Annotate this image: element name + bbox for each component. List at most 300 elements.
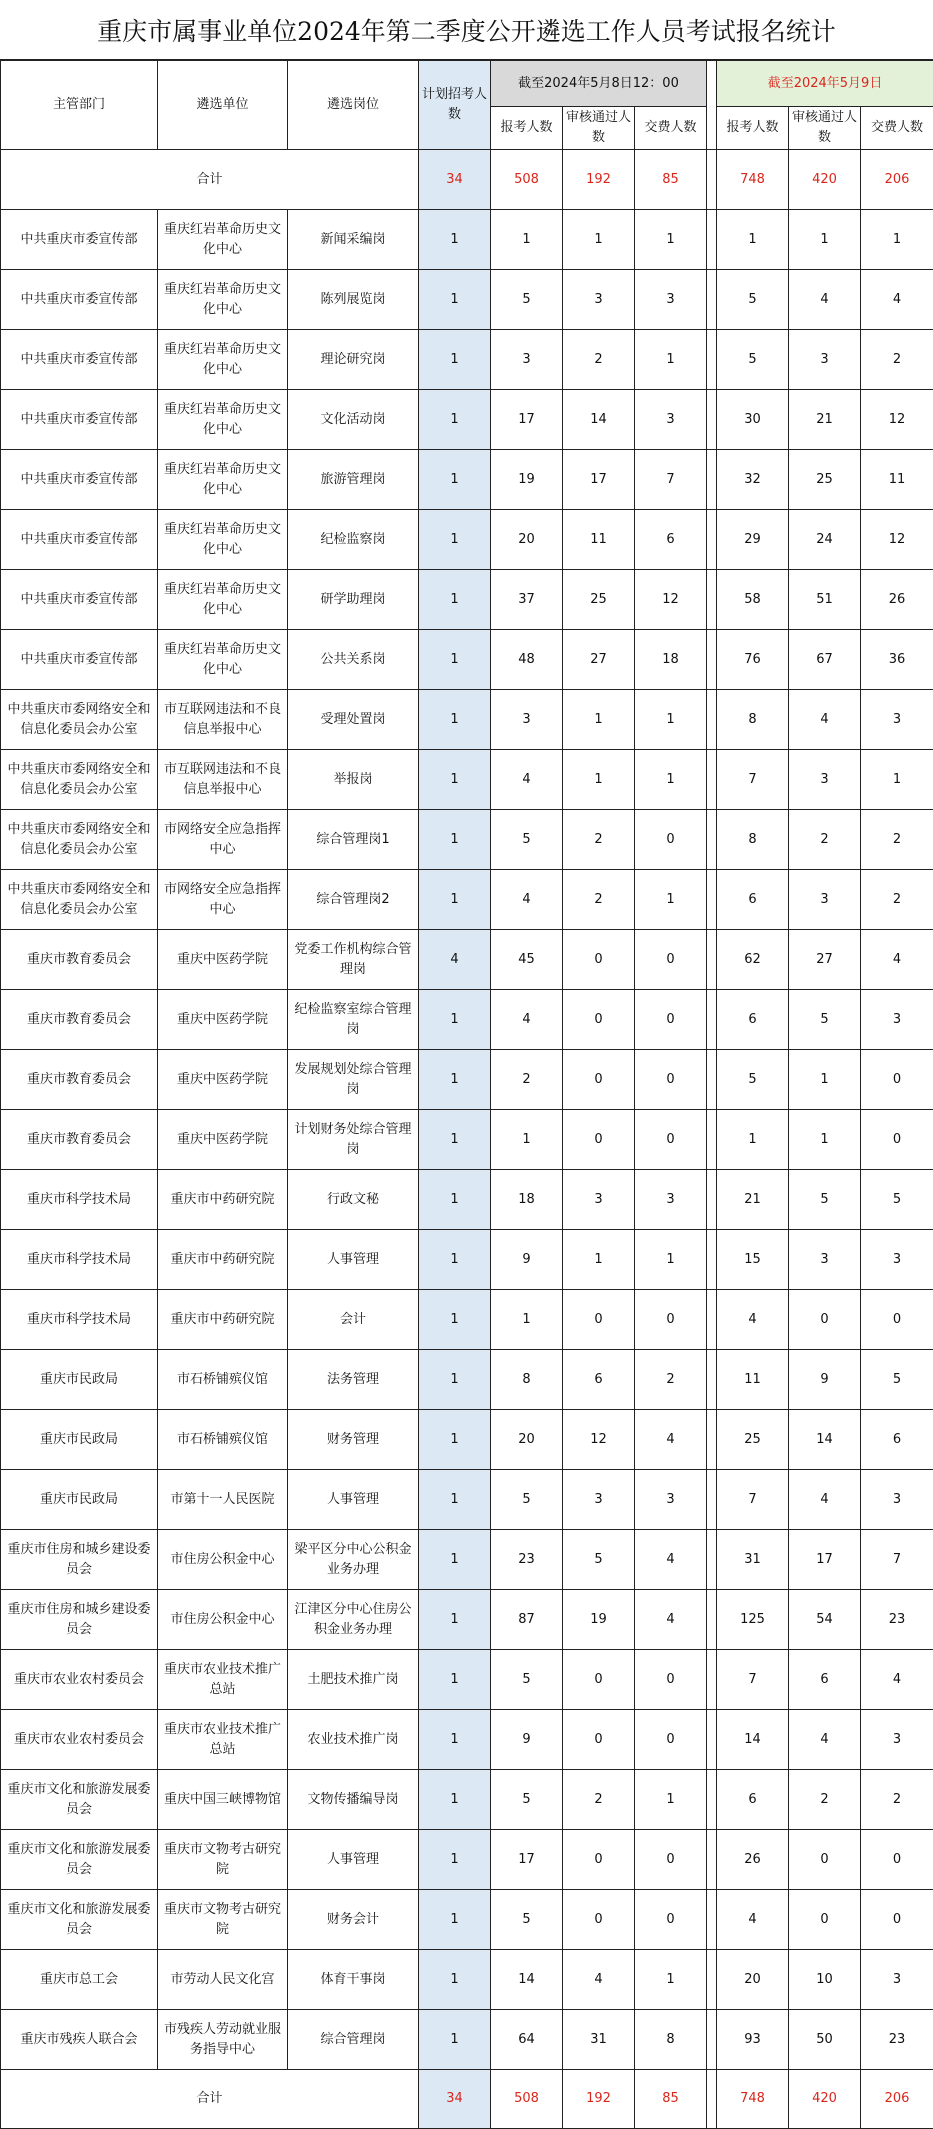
p2-paid-cell: 4 xyxy=(861,930,933,990)
p1-paid-cell: 1 xyxy=(635,1230,707,1290)
total-p1-paid: 85 xyxy=(635,2070,707,2129)
p1-paid-cell: 4 xyxy=(635,1530,707,1590)
post-cell: 党委工作机构综合管理岗 xyxy=(288,930,419,990)
table-body xyxy=(1,150,933,2129)
plan-cell: 1 xyxy=(419,330,491,390)
post-cell: 会计 xyxy=(288,1290,419,1350)
department-cell: 重庆市民政局 xyxy=(1,1350,158,1410)
total-p2-applicants: 748 xyxy=(717,150,789,210)
p1-applicants-cell: 5 xyxy=(491,270,563,330)
p2-paid-cell: 1 xyxy=(861,210,933,270)
column-gap-cell xyxy=(707,1350,717,1410)
p2-approved-cell: 4 xyxy=(789,1470,861,1530)
p1-paid-cell: 0 xyxy=(635,1830,707,1890)
p1-paid-cell: 4 xyxy=(635,1590,707,1650)
header-p2-applicants: 报考人数 xyxy=(717,107,789,150)
plan-cell: 1 xyxy=(419,450,491,510)
p1-approved-cell: 4 xyxy=(563,1950,635,2010)
plan-cell: 1 xyxy=(419,390,491,450)
p2-approved-cell: 5 xyxy=(789,1170,861,1230)
p1-approved-cell: 17 xyxy=(563,450,635,510)
p2-approved-cell: 3 xyxy=(789,750,861,810)
p1-applicants-cell: 1 xyxy=(491,1110,563,1170)
p2-paid-cell: 0 xyxy=(861,1110,933,1170)
p1-approved-cell: 1 xyxy=(563,210,635,270)
total-p1-approved: 192 xyxy=(563,150,635,210)
p2-approved-cell: 0 xyxy=(789,1290,861,1350)
p1-applicants-cell: 8 xyxy=(491,1350,563,1410)
post-cell: 纪检监察室综合管理岗 xyxy=(288,990,419,1050)
p1-paid-cell: 0 xyxy=(635,1890,707,1950)
plan-cell: 1 xyxy=(419,690,491,750)
p1-approved-cell: 0 xyxy=(563,1650,635,1710)
p1-paid-cell: 0 xyxy=(635,930,707,990)
page-title: 重庆市属事业单位2024年第二季度公开遴选工作人员考试报名统计 xyxy=(0,0,933,60)
header-p2-approved: 审核通过人数 xyxy=(789,107,861,150)
header-department: 主管部门 xyxy=(1,61,158,150)
p1-approved-cell: 3 xyxy=(563,1170,635,1230)
p1-approved-cell: 19 xyxy=(563,1590,635,1650)
p2-applicants-cell: 1 xyxy=(717,1110,789,1170)
p1-applicants-cell: 20 xyxy=(491,510,563,570)
post-cell: 研学助理岗 xyxy=(288,570,419,630)
plan-cell: 1 xyxy=(419,1470,491,1530)
table-row xyxy=(1,990,933,1050)
column-gap-cell xyxy=(707,1290,717,1350)
p1-applicants-cell: 18 xyxy=(491,1170,563,1230)
p1-applicants-cell: 4 xyxy=(491,870,563,930)
p2-paid-cell: 23 xyxy=(861,2010,933,2070)
p2-approved-cell: 67 xyxy=(789,630,861,690)
post-cell: 人事管理 xyxy=(288,1230,419,1290)
p2-paid-cell: 0 xyxy=(861,1890,933,1950)
department-cell: 重庆市教育委员会 xyxy=(1,1110,158,1170)
p1-paid-cell: 0 xyxy=(635,1050,707,1110)
table-row xyxy=(1,2010,933,2070)
p2-paid-cell: 2 xyxy=(861,810,933,870)
p1-approved-cell: 14 xyxy=(563,390,635,450)
department-cell: 重庆市科学技术局 xyxy=(1,1170,158,1230)
p1-paid-cell: 3 xyxy=(635,270,707,330)
p1-applicants-cell: 1 xyxy=(491,210,563,270)
p2-paid-cell: 2 xyxy=(861,330,933,390)
p2-approved-cell: 21 xyxy=(789,390,861,450)
p1-approved-cell: 2 xyxy=(563,330,635,390)
post-cell: 江津区分中心住房公积金业务办理 xyxy=(288,1590,419,1650)
table-row xyxy=(1,1590,933,1650)
unit-cell: 重庆市农业技术推广总站 xyxy=(158,1710,288,1770)
table-row xyxy=(1,1710,933,1770)
p2-applicants-cell: 14 xyxy=(717,1710,789,1770)
p1-applicants-cell: 4 xyxy=(491,750,563,810)
unit-cell: 市住房公积金中心 xyxy=(158,1590,288,1650)
p2-approved-cell: 1 xyxy=(789,210,861,270)
plan-cell: 1 xyxy=(419,1170,491,1230)
unit-cell: 市劳动人民文化宫 xyxy=(158,1950,288,2010)
plan-cell: 1 xyxy=(419,1290,491,1350)
post-cell: 人事管理 xyxy=(288,1470,419,1530)
table-row xyxy=(1,630,933,690)
p1-approved-cell: 1 xyxy=(563,750,635,810)
department-cell: 中共重庆市委网络安全和信息化委员会办公室 xyxy=(1,870,158,930)
unit-cell: 市石桥铺殡仪馆 xyxy=(158,1410,288,1470)
column-gap-cell xyxy=(707,510,717,570)
table-row xyxy=(1,1350,933,1410)
p1-approved-cell: 11 xyxy=(563,510,635,570)
p2-applicants-cell: 6 xyxy=(717,990,789,1050)
p2-approved-cell: 3 xyxy=(789,1230,861,1290)
p1-paid-cell: 1 xyxy=(635,1770,707,1830)
p1-approved-cell: 2 xyxy=(563,810,635,870)
p2-applicants-cell: 5 xyxy=(717,270,789,330)
post-cell: 法务管理 xyxy=(288,1350,419,1410)
p1-paid-cell: 0 xyxy=(635,810,707,870)
plan-cell: 1 xyxy=(419,1530,491,1590)
p1-approved-cell: 6 xyxy=(563,1350,635,1410)
post-cell: 陈列展览岗 xyxy=(288,270,419,330)
unit-cell: 重庆中医药学院 xyxy=(158,930,288,990)
p1-paid-cell: 7 xyxy=(635,450,707,510)
p2-applicants-cell: 1 xyxy=(717,210,789,270)
p2-approved-cell: 50 xyxy=(789,2010,861,2070)
header-p1-paid: 交费人数 xyxy=(635,107,707,150)
unit-cell: 重庆中国三峡博物馆 xyxy=(158,1770,288,1830)
unit-cell: 重庆市文物考古研究院 xyxy=(158,1830,288,1890)
unit-cell: 重庆市中药研究院 xyxy=(158,1170,288,1230)
table-row xyxy=(1,1290,933,1350)
p2-applicants-cell: 15 xyxy=(717,1230,789,1290)
plan-cell: 1 xyxy=(419,1050,491,1110)
p1-applicants-cell: 9 xyxy=(491,1710,563,1770)
plan-cell: 1 xyxy=(419,1830,491,1890)
p2-approved-cell: 0 xyxy=(789,1830,861,1890)
table-row xyxy=(1,930,933,990)
p2-approved-cell: 4 xyxy=(789,690,861,750)
unit-cell: 重庆红岩革命历史文化中心 xyxy=(158,330,288,390)
p2-paid-cell: 3 xyxy=(861,1470,933,1530)
unit-cell: 重庆红岩革命历史文化中心 xyxy=(158,210,288,270)
p1-paid-cell: 0 xyxy=(635,1110,707,1170)
post-cell: 综合管理岗2 xyxy=(288,870,419,930)
p2-applicants-cell: 6 xyxy=(717,870,789,930)
p1-paid-cell: 0 xyxy=(635,990,707,1050)
p1-paid-cell: 1 xyxy=(635,690,707,750)
column-gap xyxy=(707,61,717,150)
p2-approved-cell: 5 xyxy=(789,990,861,1050)
column-gap-cell xyxy=(707,630,717,690)
post-cell: 新闻采编岗 xyxy=(288,210,419,270)
department-cell: 重庆市住房和城乡建设委员会 xyxy=(1,1590,158,1650)
p2-approved-cell: 2 xyxy=(789,1770,861,1830)
p1-applicants-cell: 14 xyxy=(491,1950,563,2010)
p2-paid-cell: 23 xyxy=(861,1590,933,1650)
p2-applicants-cell: 5 xyxy=(717,330,789,390)
unit-cell: 重庆红岩革命历史文化中心 xyxy=(158,450,288,510)
p2-paid-cell: 2 xyxy=(861,1770,933,1830)
header-p1-applicants: 报考人数 xyxy=(491,107,563,150)
p2-paid-cell: 0 xyxy=(861,1050,933,1110)
plan-cell: 1 xyxy=(419,1890,491,1950)
header-p2-paid: 交费人数 xyxy=(861,107,933,150)
department-cell: 重庆市残疾人联合会 xyxy=(1,2010,158,2070)
table-row xyxy=(1,1470,933,1530)
column-gap-cell xyxy=(707,1770,717,1830)
p1-applicants-cell: 23 xyxy=(491,1530,563,1590)
p2-applicants-cell: 25 xyxy=(717,1410,789,1470)
plan-cell: 1 xyxy=(419,210,491,270)
p1-paid-cell: 3 xyxy=(635,1470,707,1530)
p2-applicants-cell: 31 xyxy=(717,1530,789,1590)
table-row xyxy=(1,1830,933,1890)
p1-applicants-cell: 48 xyxy=(491,630,563,690)
p2-approved-cell: 3 xyxy=(789,330,861,390)
column-gap-cell xyxy=(707,270,717,330)
post-cell: 举报岗 xyxy=(288,750,419,810)
p2-approved-cell: 1 xyxy=(789,1050,861,1110)
p1-applicants-cell: 3 xyxy=(491,330,563,390)
p2-paid-cell: 5 xyxy=(861,1350,933,1410)
p1-paid-cell: 4 xyxy=(635,1410,707,1470)
unit-cell: 重庆红岩革命历史文化中心 xyxy=(158,630,288,690)
p1-paid-cell: 6 xyxy=(635,510,707,570)
post-cell: 发展规划处综合管理岗 xyxy=(288,1050,419,1110)
p2-applicants-cell: 58 xyxy=(717,570,789,630)
plan-cell: 1 xyxy=(419,1350,491,1410)
unit-cell: 重庆中医药学院 xyxy=(158,990,288,1050)
p1-paid-cell: 3 xyxy=(635,390,707,450)
p2-approved-cell: 9 xyxy=(789,1350,861,1410)
post-cell: 综合管理岗 xyxy=(288,2010,419,2070)
table-row xyxy=(1,450,933,510)
p1-approved-cell: 0 xyxy=(563,990,635,1050)
column-gap-cell xyxy=(707,2070,717,2129)
table-row xyxy=(1,1770,933,1830)
department-cell: 中共重庆市委网络安全和信息化委员会办公室 xyxy=(1,750,158,810)
p2-applicants-cell: 30 xyxy=(717,390,789,450)
header-period-1: 截至2024年5月8日12：00 xyxy=(491,61,707,107)
column-gap-cell xyxy=(707,1590,717,1650)
p2-applicants-cell: 29 xyxy=(717,510,789,570)
column-gap-cell xyxy=(707,1470,717,1530)
department-cell: 中共重庆市委宣传部 xyxy=(1,570,158,630)
post-cell: 体育干事岗 xyxy=(288,1950,419,2010)
department-cell: 中共重庆市委网络安全和信息化委员会办公室 xyxy=(1,690,158,750)
table-row xyxy=(1,1650,933,1710)
unit-cell: 市网络安全应急指挥中心 xyxy=(158,870,288,930)
p2-applicants-cell: 21 xyxy=(717,1170,789,1230)
p1-paid-cell: 1 xyxy=(635,1950,707,2010)
p1-applicants-cell: 5 xyxy=(491,1890,563,1950)
unit-cell: 重庆市文物考古研究院 xyxy=(158,1890,288,1950)
p1-applicants-cell: 37 xyxy=(491,570,563,630)
column-gap-cell xyxy=(707,2010,717,2070)
p2-applicants-cell: 8 xyxy=(717,810,789,870)
plan-cell: 1 xyxy=(419,1590,491,1650)
column-gap-cell xyxy=(707,390,717,450)
p2-paid-cell: 4 xyxy=(861,1650,933,1710)
column-gap-cell xyxy=(707,330,717,390)
department-cell: 重庆市农业农村委员会 xyxy=(1,1710,158,1770)
department-cell: 重庆市文化和旅游发展委员会 xyxy=(1,1770,158,1830)
column-gap-cell xyxy=(707,1650,717,1710)
department-cell: 重庆市文化和旅游发展委员会 xyxy=(1,1830,158,1890)
plan-cell: 1 xyxy=(419,510,491,570)
department-cell: 中共重庆市委宣传部 xyxy=(1,390,158,450)
p2-paid-cell: 3 xyxy=(861,990,933,1050)
header-unit: 遴选单位 xyxy=(158,61,288,150)
p1-applicants-cell: 5 xyxy=(491,1470,563,1530)
column-gap-cell xyxy=(707,750,717,810)
table-row xyxy=(1,1110,933,1170)
p2-applicants-cell: 93 xyxy=(717,2010,789,2070)
unit-cell: 重庆红岩革命历史文化中心 xyxy=(158,570,288,630)
p1-approved-cell: 2 xyxy=(563,1770,635,1830)
plan-cell: 1 xyxy=(419,270,491,330)
table-row xyxy=(1,510,933,570)
plan-cell: 1 xyxy=(419,810,491,870)
p1-paid-cell: 0 xyxy=(635,1710,707,1770)
p2-paid-cell: 3 xyxy=(861,1950,933,2010)
column-gap-cell xyxy=(707,1410,717,1470)
p2-paid-cell: 12 xyxy=(861,390,933,450)
total-p1-approved: 192 xyxy=(563,2070,635,2129)
table-row xyxy=(1,210,933,270)
table-row xyxy=(1,870,933,930)
p1-approved-cell: 0 xyxy=(563,1890,635,1950)
column-gap-cell xyxy=(707,150,717,210)
total-row-bottom xyxy=(1,2070,933,2129)
p2-applicants-cell: 6 xyxy=(717,1770,789,1830)
p1-approved-cell: 0 xyxy=(563,1050,635,1110)
column-gap-cell xyxy=(707,930,717,990)
p2-paid-cell: 12 xyxy=(861,510,933,570)
unit-cell: 市第十一人民医院 xyxy=(158,1470,288,1530)
p1-paid-cell: 1 xyxy=(635,210,707,270)
department-cell: 重庆市教育委员会 xyxy=(1,930,158,990)
p1-approved-cell: 1 xyxy=(563,690,635,750)
column-gap-cell xyxy=(707,210,717,270)
p1-applicants-cell: 5 xyxy=(491,810,563,870)
department-cell: 中共重庆市委宣传部 xyxy=(1,630,158,690)
p2-approved-cell: 24 xyxy=(789,510,861,570)
plan-cell: 1 xyxy=(419,1950,491,2010)
p2-approved-cell: 1 xyxy=(789,1110,861,1170)
plan-cell: 1 xyxy=(419,570,491,630)
p2-applicants-cell: 4 xyxy=(717,1290,789,1350)
p1-approved-cell: 27 xyxy=(563,630,635,690)
post-cell: 计划财务处综合管理岗 xyxy=(288,1110,419,1170)
table-row xyxy=(1,750,933,810)
p2-paid-cell: 3 xyxy=(861,1230,933,1290)
department-cell: 重庆市文化和旅游发展委员会 xyxy=(1,1890,158,1950)
post-cell: 综合管理岗1 xyxy=(288,810,419,870)
table-row xyxy=(1,810,933,870)
p1-approved-cell: 31 xyxy=(563,2010,635,2070)
p2-paid-cell: 2 xyxy=(861,870,933,930)
plan-cell: 1 xyxy=(419,1230,491,1290)
plan-cell: 1 xyxy=(419,870,491,930)
p1-paid-cell: 1 xyxy=(635,750,707,810)
p1-approved-cell: 25 xyxy=(563,570,635,630)
post-cell: 理论研究岗 xyxy=(288,330,419,390)
p2-applicants-cell: 7 xyxy=(717,750,789,810)
post-cell: 公共关系岗 xyxy=(288,630,419,690)
p1-applicants-cell: 1 xyxy=(491,1290,563,1350)
post-cell: 文物传播编导岗 xyxy=(288,1770,419,1830)
p2-paid-cell: 11 xyxy=(861,450,933,510)
total-label: 合计 xyxy=(1,2070,419,2129)
p2-approved-cell: 4 xyxy=(789,270,861,330)
p1-applicants-cell: 9 xyxy=(491,1230,563,1290)
total-p1-paid: 85 xyxy=(635,150,707,210)
p1-paid-cell: 0 xyxy=(635,1290,707,1350)
p2-approved-cell: 10 xyxy=(789,1950,861,2010)
department-cell: 重庆市住房和城乡建设委员会 xyxy=(1,1530,158,1590)
p1-approved-cell: 3 xyxy=(563,1470,635,1530)
p1-approved-cell: 0 xyxy=(563,1710,635,1770)
unit-cell: 重庆红岩革命历史文化中心 xyxy=(158,390,288,450)
department-cell: 中共重庆市委宣传部 xyxy=(1,510,158,570)
column-gap-cell xyxy=(707,450,717,510)
p1-applicants-cell: 5 xyxy=(491,1770,563,1830)
p2-approved-cell: 51 xyxy=(789,570,861,630)
unit-cell: 市网络安全应急指挥中心 xyxy=(158,810,288,870)
p1-applicants-cell: 4 xyxy=(491,990,563,1050)
column-gap-cell xyxy=(707,1230,717,1290)
plan-cell: 1 xyxy=(419,990,491,1050)
p2-applicants-cell: 26 xyxy=(717,1830,789,1890)
p1-paid-cell: 12 xyxy=(635,570,707,630)
p1-approved-cell: 0 xyxy=(563,930,635,990)
table-row xyxy=(1,1530,933,1590)
header-p1-approved: 审核通过人数 xyxy=(563,107,635,150)
column-gap-cell xyxy=(707,690,717,750)
table-row xyxy=(1,1230,933,1290)
p2-paid-cell: 5 xyxy=(861,1170,933,1230)
unit-cell: 重庆市中药研究院 xyxy=(158,1230,288,1290)
post-cell: 财务会计 xyxy=(288,1890,419,1950)
department-cell: 中共重庆市委宣传部 xyxy=(1,330,158,390)
column-gap-cell xyxy=(707,1110,717,1170)
p1-approved-cell: 2 xyxy=(563,870,635,930)
p1-applicants-cell: 87 xyxy=(491,1590,563,1650)
plan-cell: 1 xyxy=(419,1710,491,1770)
p2-approved-cell: 27 xyxy=(789,930,861,990)
department-cell: 中共重庆市委宣传部 xyxy=(1,270,158,330)
unit-cell: 市石桥铺殡仪馆 xyxy=(158,1350,288,1410)
department-cell: 重庆市科学技术局 xyxy=(1,1230,158,1290)
unit-cell: 重庆中医药学院 xyxy=(158,1110,288,1170)
p1-approved-cell: 1 xyxy=(563,1230,635,1290)
department-cell: 重庆市总工会 xyxy=(1,1950,158,2010)
post-cell: 人事管理 xyxy=(288,1830,419,1890)
total-label: 合计 xyxy=(1,150,419,210)
table-row xyxy=(1,1050,933,1110)
column-gap-cell xyxy=(707,870,717,930)
header-row-1 xyxy=(1,61,933,107)
p2-paid-cell: 0 xyxy=(861,1830,933,1890)
total-p2-approved: 420 xyxy=(789,150,861,210)
p1-applicants-cell: 17 xyxy=(491,1830,563,1890)
table-row xyxy=(1,270,933,330)
department-cell: 重庆市农业农村委员会 xyxy=(1,1650,158,1710)
p2-paid-cell: 7 xyxy=(861,1530,933,1590)
column-gap-cell xyxy=(707,990,717,1050)
p2-paid-cell: 26 xyxy=(861,570,933,630)
unit-cell: 市住房公积金中心 xyxy=(158,1530,288,1590)
plan-cell: 1 xyxy=(419,1110,491,1170)
header-plan: 计划招考人数 xyxy=(419,61,491,150)
